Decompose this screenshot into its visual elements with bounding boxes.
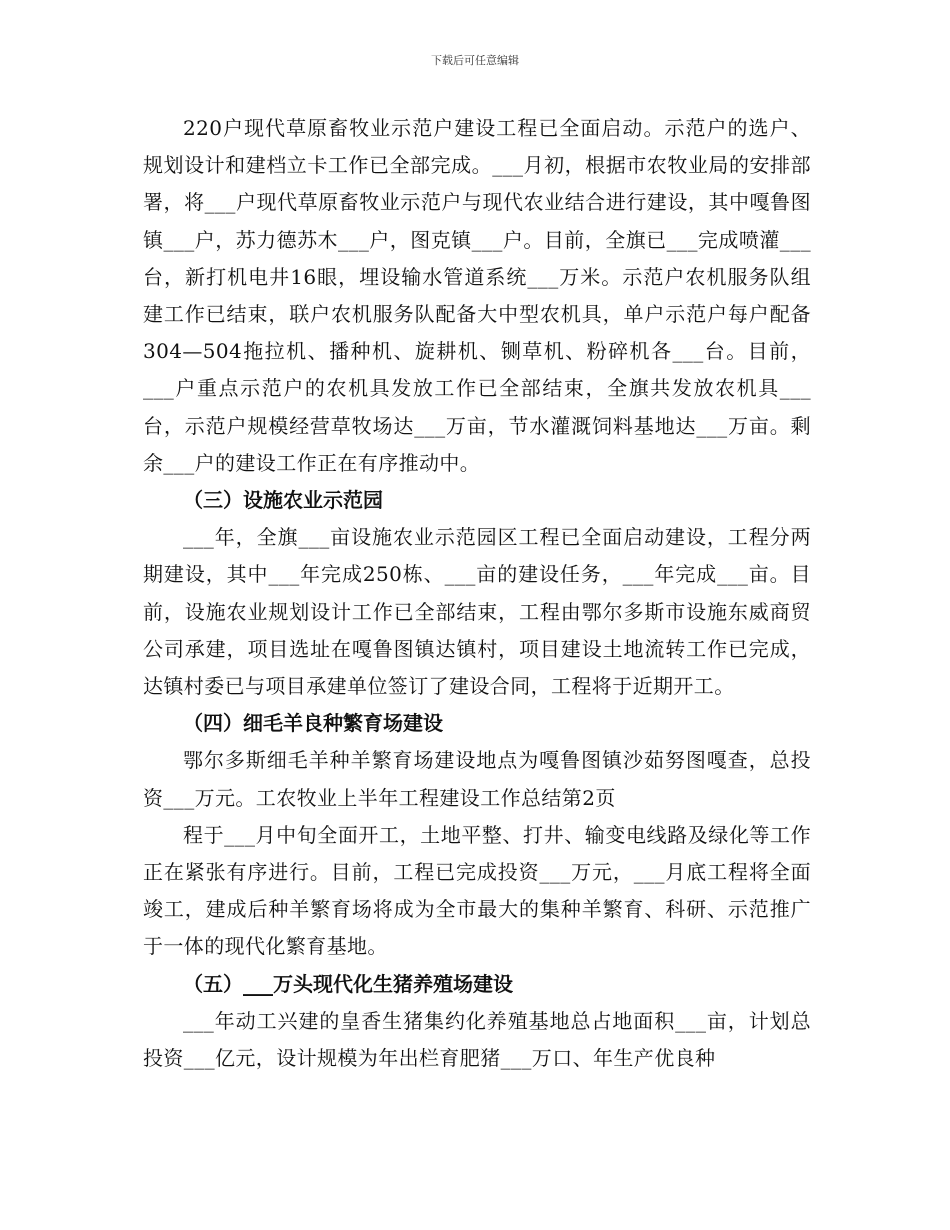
page-header: 下载后可任意编辑	[431, 54, 519, 67]
paragraph-fine-wool-sheep: 鄂尔多斯细毛羊种羊繁育场建设地点为嘎鲁图镇沙茹努图嘎查，总投资___万元。工农牧业上半年工程建设工作总结第2页	[143, 748, 811, 810]
section-heading-pig-farm: （五）___万头现代化生猪养殖场建设	[183, 971, 513, 996]
paragraph-breeding-farm-progress: 程于___月中旬全面开工，土地平整、打井、输变电线路及绿化等工作正在紧张有序进行。目前，工程已完成投资___万元，___月底工程将全面竣工，建成后种羊繁育场将成为全市最大的集种羊繁育、科研、示范推广于一体的现代化繁育基地。	[143, 822, 811, 959]
paragraph-demo-households: 220户现代草原畜牧业示范户建设工程已全面启动。示范户的选户、规划设计和建档立卡工作已全部完成。___月初，根据市农牧业局的安排部署，将___户现代草原畜牧业示范户与现代农业结合进行建设，其中嘎鲁图镇___户，苏力德苏木___户，图克镇___户。目前，全旗已___完成喷灌___台，新打机电井16眼，埋设输水管道系统___万米。示范户农机服务队组建工作已结束，联户农机服务队配备大中型农机具，单户示范户每户配备304—504拖拉机、播种机、旋耕机、铡草机、粉碎机各___台。目前，___户重点示范户的农机具发放工作已全部结束，全旗共发放农机具___台，示范户规模经营草牧场达___万亩，节水灌溉饲料基地达___万亩。剩余___户的建设工作正在有序推动中。	[143, 116, 811, 475]
paragraph-facility-agriculture: ___年，全旗___亩设施农业示范园区工程已全面启动建设，工程分两期建设，其中___年完成250栋、___亩的建设任务，___年完成___亩。目前，设施农业规划设计工作已全部结束，工程由鄂尔多斯市设施东威商贸公司承建，项目选址在嘎鲁图镇达镇村，项目建设土地流转工作已完成，达镇村委已与项目承建单位签订了建设合同，工程将于近期开工。	[143, 525, 811, 699]
section-heading-fine-wool-sheep: （四）细毛羊良种繁育场建设	[183, 711, 443, 736]
paragraph-pig-farm: ___年动工兴建的皇香生猪集约化养殖基地总占地面积___亩，计划总投资___亿元，设计规模为年出栏育肥猪___万口、年生产优良种	[143, 1008, 811, 1071]
document-body	[143, 110, 811, 1077]
section-heading-facility-agriculture: （三）设施农业示范园	[183, 488, 383, 513]
